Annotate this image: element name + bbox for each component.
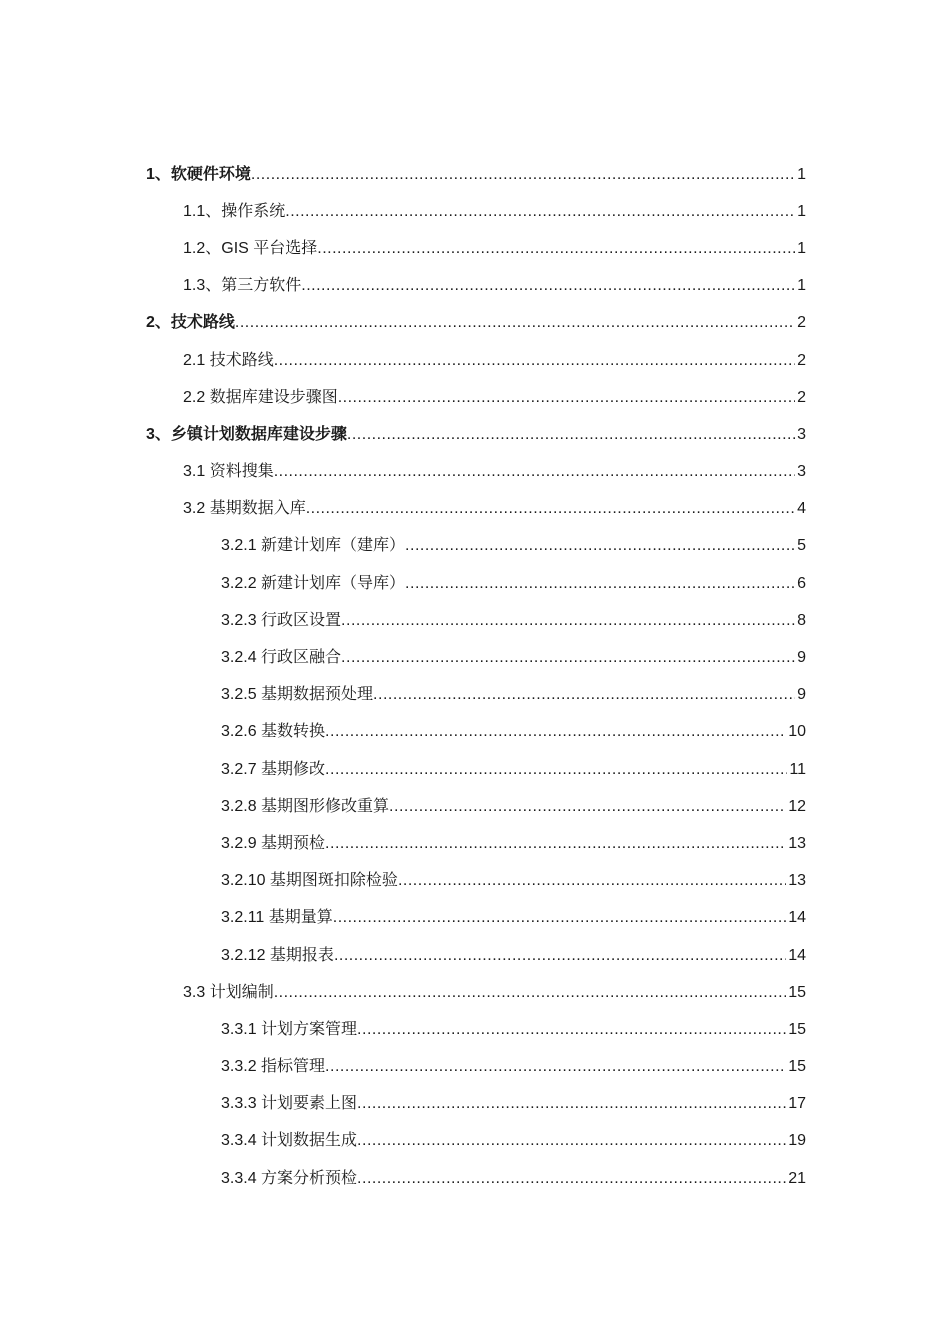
toc-entry[interactable]	[0, 714, 950, 751]
toc-entry-page-number: 1	[797, 165, 806, 183]
toc-entry-page-number: 14	[788, 909, 806, 927]
toc-entry[interactable]	[0, 1160, 950, 1197]
toc-entry-page-number: 14	[788, 946, 806, 964]
dot-leader	[338, 388, 795, 408]
dot-leader	[347, 425, 795, 445]
toc-entry-title: 3.2.8 基期图形修改重算	[221, 797, 390, 815]
toc-entry-title: 3.2.4 行政区融合	[221, 649, 342, 667]
toc-entry[interactable]	[0, 491, 950, 528]
toc-entry-page-number: 11	[789, 760, 806, 778]
toc-entry-title: 3.2.3 行政区设置	[221, 611, 342, 629]
toc-entry[interactable]	[0, 379, 950, 416]
dot-leader	[341, 648, 795, 668]
dot-leader	[398, 871, 786, 891]
dot-leader	[333, 908, 786, 928]
toc-entry-page-number: 10	[788, 723, 806, 741]
toc-entry-title: 3.2 基期数据入库	[183, 500, 306, 518]
toc-entry-title: 3.3.3 计划要素上图	[221, 1095, 358, 1113]
toc-entry-page-number: 9	[797, 686, 806, 704]
toc-entry[interactable]	[0, 602, 950, 639]
toc-entry[interactable]	[0, 268, 950, 305]
toc-entry[interactable]	[0, 937, 950, 974]
toc-entry[interactable]	[0, 193, 950, 230]
toc-entry-title: 3.2.5 基期数据预处理	[221, 686, 374, 704]
toc-entry-page-number: 5	[797, 537, 806, 555]
toc-entry-title: 3.2.9 基期预检	[221, 834, 326, 852]
toc-entry[interactable]	[0, 565, 950, 602]
toc-entry-title: 3.3.4 方案分析预检	[221, 1169, 358, 1187]
toc-entry-page-number: 15	[788, 1058, 806, 1076]
toc-entry[interactable]	[0, 305, 950, 342]
dot-leader	[306, 499, 795, 519]
toc-entry-title: 2.2 数据库建设步骤图	[183, 388, 338, 406]
dot-leader	[325, 760, 787, 780]
toc-entry-title: 1.1、操作系统	[183, 202, 286, 220]
toc-entry[interactable]	[0, 825, 950, 862]
toc-entry[interactable]	[0, 677, 950, 714]
toc-entry-title: 3.2.1 新建计划库（建库）	[221, 537, 406, 555]
dot-leader	[389, 797, 786, 817]
toc-entry-title: 3.3 计划编制	[183, 983, 274, 1001]
toc-entry-page-number: 17	[788, 1095, 806, 1113]
toc-entry[interactable]	[0, 1123, 950, 1160]
toc-entry-page-number: 4	[797, 500, 806, 518]
dot-leader	[251, 165, 795, 185]
toc-entry-page-number: 2	[797, 351, 806, 369]
toc-entry[interactable]	[0, 528, 950, 565]
toc-entry-title: 3.2.10 基期图斑扣除检验	[221, 872, 398, 890]
dot-leader	[373, 685, 795, 705]
toc-entry-page-number: 8	[797, 611, 806, 629]
toc-entry-page-number: 2	[797, 388, 806, 406]
dot-leader	[357, 1020, 786, 1040]
toc-entry[interactable]	[0, 974, 950, 1011]
toc-entry-title: 3、乡镇计划数据库建设步骤	[146, 425, 347, 443]
toc-entry-page-number: 2	[797, 314, 806, 332]
dot-leader	[274, 462, 795, 482]
toc-entry-page-number: 13	[788, 872, 806, 890]
toc-entry-title: 1.2、GIS 平台选择	[183, 239, 318, 257]
dot-leader	[285, 202, 795, 222]
toc-entry-title: 3.3.2 指标管理	[221, 1058, 326, 1076]
dot-leader	[317, 239, 795, 259]
toc-entry[interactable]	[0, 900, 950, 937]
dot-leader	[341, 611, 795, 631]
toc-entry-title: 3.2.2 新建计划库（导库）	[221, 574, 406, 592]
toc-entry[interactable]	[0, 230, 950, 267]
toc-entry-page-number: 15	[788, 983, 806, 1001]
toc-entry-page-number: 3	[797, 463, 806, 481]
toc-entry-page-number: 13	[788, 834, 806, 852]
toc-entry[interactable]	[0, 1049, 950, 1086]
toc-entry[interactable]	[0, 751, 950, 788]
toc-entry[interactable]	[0, 863, 950, 900]
dot-leader	[325, 834, 786, 854]
toc-entry-title: 3.2.11 基期量算	[221, 909, 333, 927]
toc-entry-title: 2.1 技术路线	[183, 351, 274, 369]
table-of-contents	[0, 156, 950, 1197]
toc-entry-page-number: 1	[797, 202, 806, 220]
dot-leader	[357, 1094, 786, 1114]
toc-entry-title: 3.2.12 基期报表	[221, 946, 334, 964]
dot-leader	[357, 1169, 786, 1189]
toc-entry-title: 3.3.1 计划方案管理	[221, 1020, 358, 1038]
toc-entry-title: 1、软硬件环境	[146, 165, 251, 183]
dot-leader	[274, 351, 795, 371]
toc-entry-page-number: 9	[797, 649, 806, 667]
dot-leader	[405, 574, 795, 594]
toc-entry[interactable]	[0, 1086, 950, 1123]
toc-entry-page-number: 1	[797, 239, 806, 257]
toc-entry-page-number: 6	[797, 574, 806, 592]
dot-leader	[325, 1057, 786, 1077]
toc-entry[interactable]	[0, 342, 950, 379]
toc-entry-title: 3.2.6 基数转换	[221, 723, 326, 741]
toc-entry-title: 1.3、第三方软件	[183, 277, 302, 295]
toc-entry-page-number: 12	[788, 797, 806, 815]
dot-leader	[235, 313, 795, 333]
toc-entry[interactable]	[0, 416, 950, 453]
toc-entry-title: 3.3.4 计划数据生成	[221, 1132, 358, 1150]
toc-entry-title: 3.2.7 基期修改	[221, 760, 326, 778]
toc-entry[interactable]	[0, 639, 950, 676]
toc-entry-title: 3.1 资料搜集	[183, 463, 274, 481]
toc-entry-page-number: 3	[797, 425, 806, 443]
dot-leader	[334, 946, 786, 966]
toc-entry[interactable]	[0, 156, 950, 193]
toc-entry-page-number: 15	[788, 1020, 806, 1038]
toc-entry-page-number: 1	[797, 277, 806, 295]
dot-leader	[405, 536, 795, 556]
dot-leader	[325, 722, 786, 742]
dot-leader	[274, 983, 787, 1003]
toc-entry[interactable]	[0, 788, 950, 825]
toc-entry-page-number: 21	[788, 1169, 806, 1187]
toc-entry[interactable]	[0, 1011, 950, 1048]
toc-entry-page-number: 19	[788, 1132, 806, 1150]
toc-entry[interactable]	[0, 454, 950, 491]
dot-leader	[357, 1131, 786, 1151]
dot-leader	[301, 276, 795, 296]
toc-entry-title: 2、技术路线	[146, 314, 235, 332]
